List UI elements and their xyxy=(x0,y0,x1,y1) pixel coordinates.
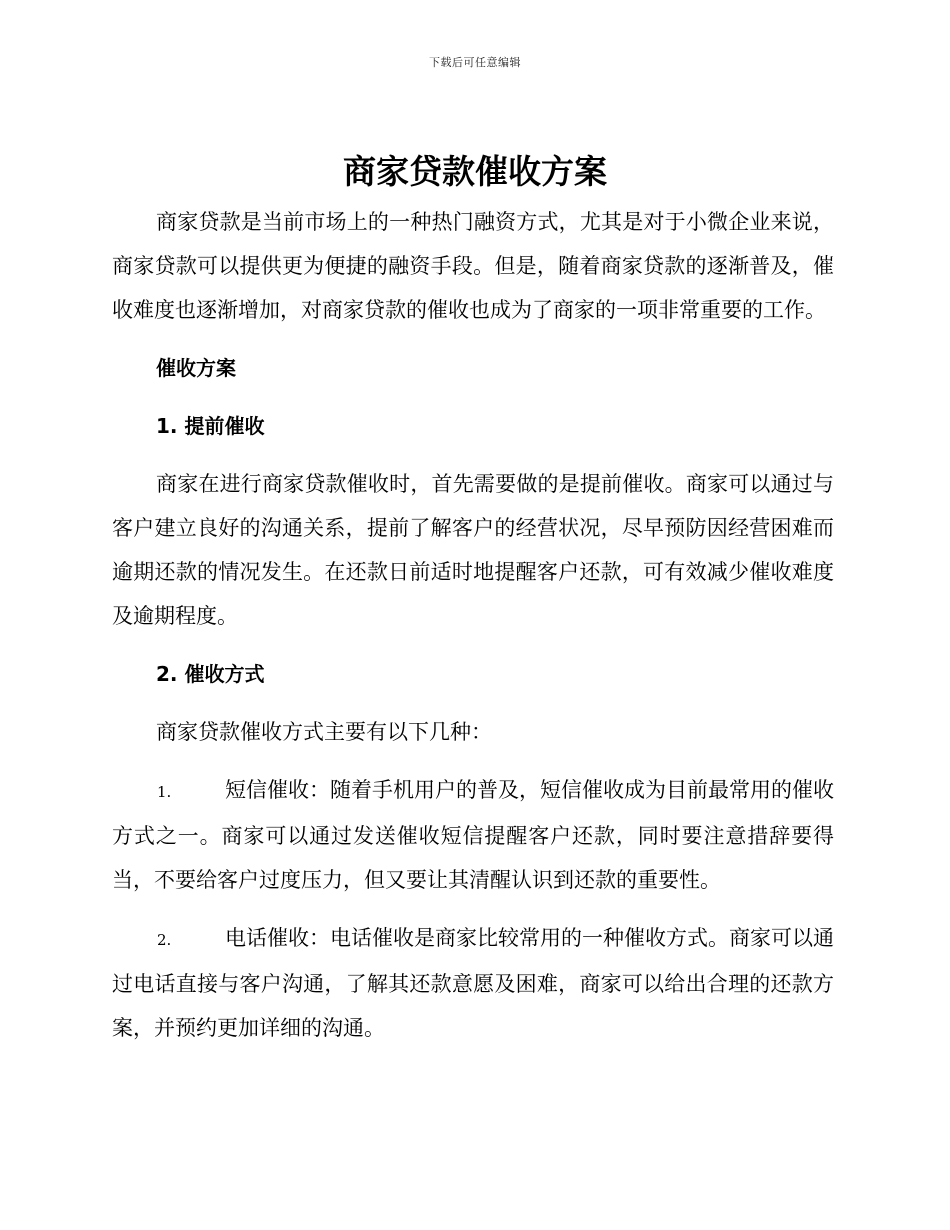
page-header-note: 下载后可任意编辑 xyxy=(429,56,521,69)
document-title: 商家贷款催收方案 xyxy=(343,152,607,191)
early-collection-paragraph: 商家在进行商家贷款催收时，首先需要做的是提前催收。商家可以通过与客户建立良好的沟通关系，提前了解客户的经营状况，尽早预防因经营困难而逾期还款的情况发生。在还款日前适时地提醒客户还款，可有效减少催收难度及逾期程度。 xyxy=(112,472,834,628)
list-item-number: 2. xyxy=(157,931,172,949)
list-item-text: 短信催收：随着手机用户的普及，短信催收成为目前最常用的催收方式之一。商家可以通过发送催收短信提醒客户还款，同时要注意措辞要得当，不要给客户过度压力，但又要让其清醒认识到还款的重要性。 xyxy=(112,778,834,892)
methods-intro-paragraph: 商家贷款催收方式主要有以下几种： xyxy=(156,720,492,744)
document-body xyxy=(112,200,834,1050)
intro-paragraph: 商家贷款是当前市场上的一种热门融资方式，尤其是对于小微企业来说，商家贷款可以提供更为便捷的融资手段。但是，随着商家贷款的逐渐普及，催收难度也逐渐增加，对商家贷款的催收也成为了商家的一项非常重要的工作。 xyxy=(112,210,834,322)
list-item-number: 1. xyxy=(157,783,172,801)
section-heading-plan: 催收方案 xyxy=(156,356,236,380)
list-item xyxy=(112,916,834,1050)
list-item xyxy=(112,768,834,902)
subsection-heading-early: 1. 提前催收 xyxy=(156,414,265,438)
list-item-text: 电话催收：电话催收是商家比较常用的一种催收方式。商家可以通过电话直接与客户沟通，了解其还款意愿及困难，商家可以给出合理的还款方案，并预约更加详细的沟通。 xyxy=(112,926,834,1040)
subsection-heading-methods: 2. 催收方式 xyxy=(156,662,265,686)
